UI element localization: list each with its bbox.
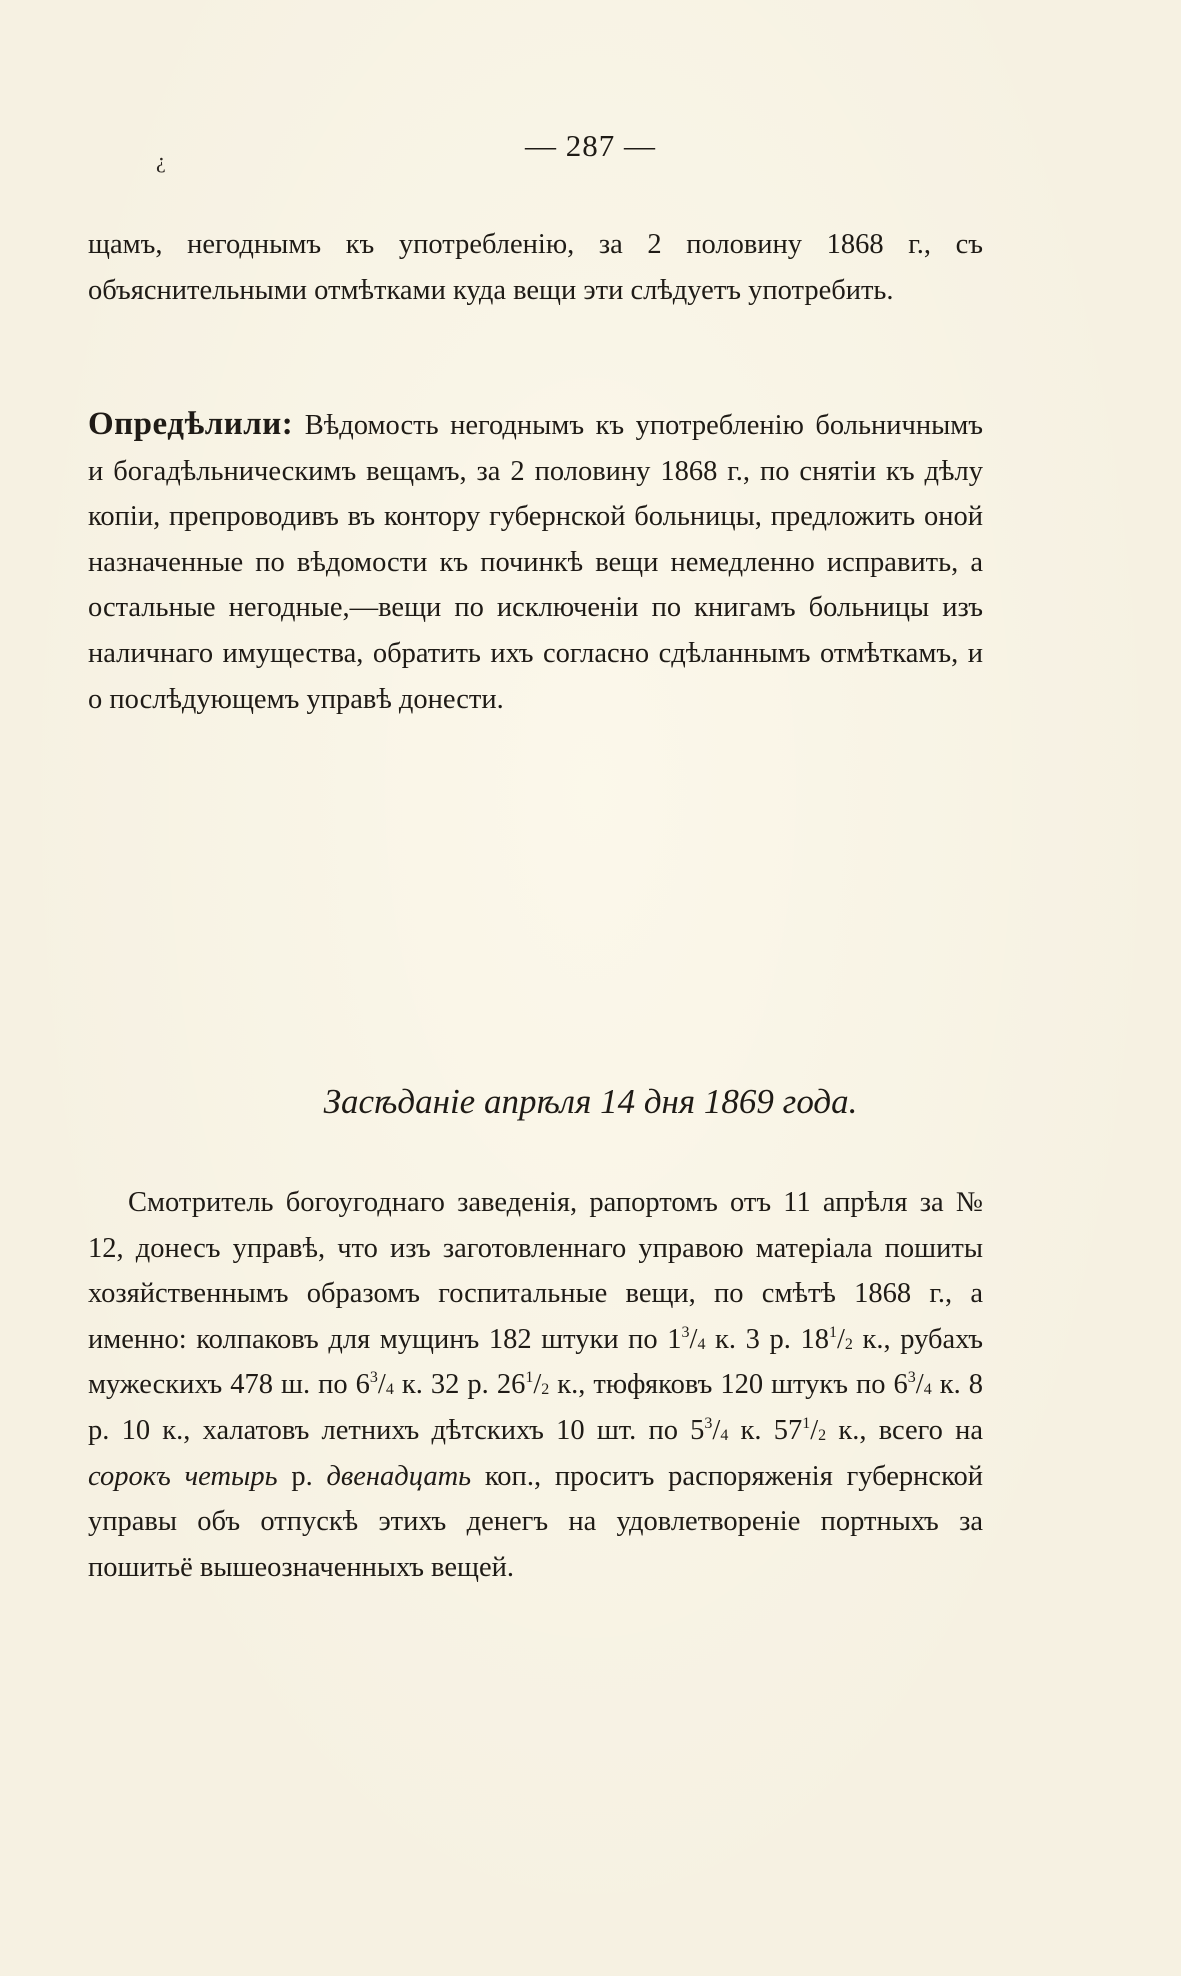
fraction: $26^1/_2$ xyxy=(496,1369,550,1401)
fraction: $5^3/_4$ xyxy=(690,1414,729,1446)
fraction: $57^1/_2$ xyxy=(773,1414,827,1446)
corner-mark: ¿ xyxy=(156,148,166,173)
page-number: — 287 — xyxy=(525,128,656,163)
resolution-lead: Опредѣлили: xyxy=(88,406,294,442)
fraction: $6^3/_4$ xyxy=(893,1369,932,1401)
paragraph-continuation: щамъ, негоднымъ къ употребленію, за 2 половину 1868 г., съ объяснительными отмѣтками куда вещи эти слѣдуетъ употребить. xyxy=(88,229,983,306)
paragraph-resolution xyxy=(88,402,983,722)
fraction: $6^3/_4$ xyxy=(355,1369,394,1401)
paragraph-report: Смотритель богоугоднаго заведенія, рапортомъ отъ 11 апрѣля за № 12, донесъ управѣ, что изъ заготовленнаго управою матеріала пошиты хозяйственнымъ образомъ госпитальные вещи, по смѣтѣ 1868 г., а именно: колпаковъ для мущинъ 182 штуки по $1^3/_4$ к. 3 р. $18^1/_2$ к., рубахъ мужескихъ 478 ш. по $6^3/_4$ к. 32 р. $26^1/_2$ к., тюфяковъ 120 штукъ по $6^3/_4$ к. 8 р. 10 к., халатовъ летнихъ дѣтскихъ 10 шт. по $5^3/_4$ к. $57^1/_2$ к., всего на сорокъ четырь р. двенадцать коп., проситъ распоряженія губернской управы объ отпускѣ этихъ денегъ на удовлетвореніе портныхъ за пошитьё вышеозначенныхъ вещей. xyxy=(88,1187,983,1583)
italic-amount-kopecks: двенадцать xyxy=(326,1460,472,1492)
resolution-text: Вѣдомость негоднымъ къ употребленію больничнымъ и богадѣльническимъ вещамъ, за 2 половину 1868 г., по снятіи къ дѣлу копіи, препроводивъ въ контору губернской больницы, предложить оной назначенные по вѣдомости къ починкѣ вещи немедленно исправить, а остальные негодные,—вещи по исключеніи по книгамъ больницы изъ наличнаго имущества, обратить ихъ согласно сдѣланнымъ отмѣткамъ, и о послѣдующемъ управѣ донести. xyxy=(88,410,983,715)
italic-amount-rubles: сорокъ четырь xyxy=(88,1460,278,1492)
session-heading: Засѣданіе апрѣля 14 дня 1869 года. xyxy=(323,1082,858,1121)
fraction: $1^3/_4$ xyxy=(667,1323,706,1355)
fraction: $18^1/_2$ xyxy=(800,1323,853,1355)
